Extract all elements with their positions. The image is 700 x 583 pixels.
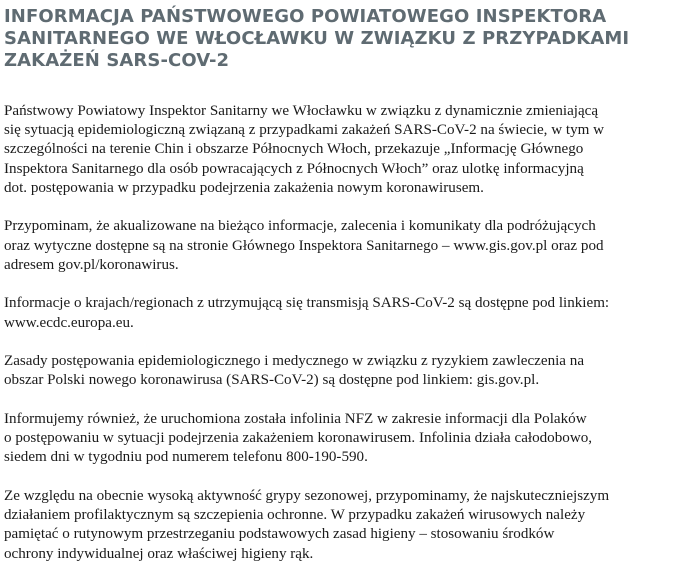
title-line: INFORMACJA PAŃSTWOWEGO POWIATOWEGO INSPEKTORA	[4, 6, 607, 27]
paragraph-hygiene	[4, 487, 694, 564]
paragraph-line: działaniem profilaktycznym są szczepienia ochronne. W przypadku zakażeń wirusowych należy	[4, 507, 586, 524]
paragraph-line: Państwowy Powiatowy Inspektor Sanitarny we Włocławku w związku z dynamicznie zmieniającą	[4, 103, 599, 119]
paragraph-line: Przypominam, że akualizowane na bieżąco informacje, zalecenia i komunikaty dla podróżujących	[4, 218, 596, 235]
paragraph-line: adresem gov.pl/koronawirus.	[4, 256, 179, 273]
paragraph-line: Informacje o krajach/regionach z utrzymującą się transmisją SARS-CoV-2 są dostępne pod linkiem:	[4, 295, 610, 312]
paragraph-gis-info	[4, 217, 694, 275]
paragraph-line: Informujemy również, że uruchomiona została infolinia NFZ w zakresie informacji dla Polaków	[4, 411, 587, 427]
paragraph-ecdc	[4, 294, 694, 332]
paragraph-line: Ze względu na obecnie wysoką aktywność grypy sezonowej, przypominamy, że najskuteczniejszym	[4, 488, 610, 504]
paragraph-procedures	[4, 352, 694, 390]
title-line: SANITARNEGO WE WŁOCŁAWKU W ZWIĄZKU Z PRZYPADKAMI	[4, 28, 630, 49]
paragraph-line: ochrony indywidualnej oraz właściwej higieny rąk.	[4, 545, 314, 562]
paragraph-hotline	[4, 410, 694, 468]
paragraph-line: Zasady postępowania epidemiologicznego i medycznego w związku z ryzykiem zawleczenia na	[4, 353, 585, 370]
paragraph-line: oraz wytyczne dostępne są na stronie Głównego Inspektora Sanitarnego – www.gis.gov.pl oraz pod	[4, 237, 604, 254]
title-line: ZAKAŻEŃ SARS-COV-2	[4, 50, 230, 71]
paragraph-line: www.ecdc.europa.eu.	[4, 314, 134, 331]
paragraph-line: szczególności na terenie Chin i obszarze Północnych Włoch, przekazuje „Informację Głównego	[4, 141, 584, 158]
paragraph-line: się sytuacją epidemiologiczną związaną z przypadkami zakażeń SARS-CoV-2 na świecie, w tym w	[4, 122, 605, 139]
paragraph-line: Inspektora Sanitarnego dla osób powracających z Północnych Włoch” oraz ulotkę informacyjną	[4, 160, 584, 177]
paragraph-line: dot. postępowania w przypadku podejrzenia zakażenia nowym koronawirusem.	[4, 179, 484, 196]
paragraph-line: obszar Polski nowego koronawirusa (SARS-CoV-2) są dostępne pod linkiem: gis.gov.pl.	[4, 372, 540, 389]
paragraph-line: pamiętać o rutynowym przestrzeganiu podstawowych zasad higieny – stosowaniu środków	[4, 526, 555, 543]
paragraph-intro	[4, 102, 694, 198]
article-title	[4, 6, 694, 72]
paragraph-line: o postępowaniu w sytuacji podejrzenia zakażeniem koronawirusem. Infolinia działa całodobowo,	[4, 430, 593, 447]
paragraph-line: siedem dni w tygodniu pod numerem telefonu 800-190-590.	[4, 449, 368, 466]
article-body	[4, 102, 694, 564]
article	[4, 6, 694, 583]
